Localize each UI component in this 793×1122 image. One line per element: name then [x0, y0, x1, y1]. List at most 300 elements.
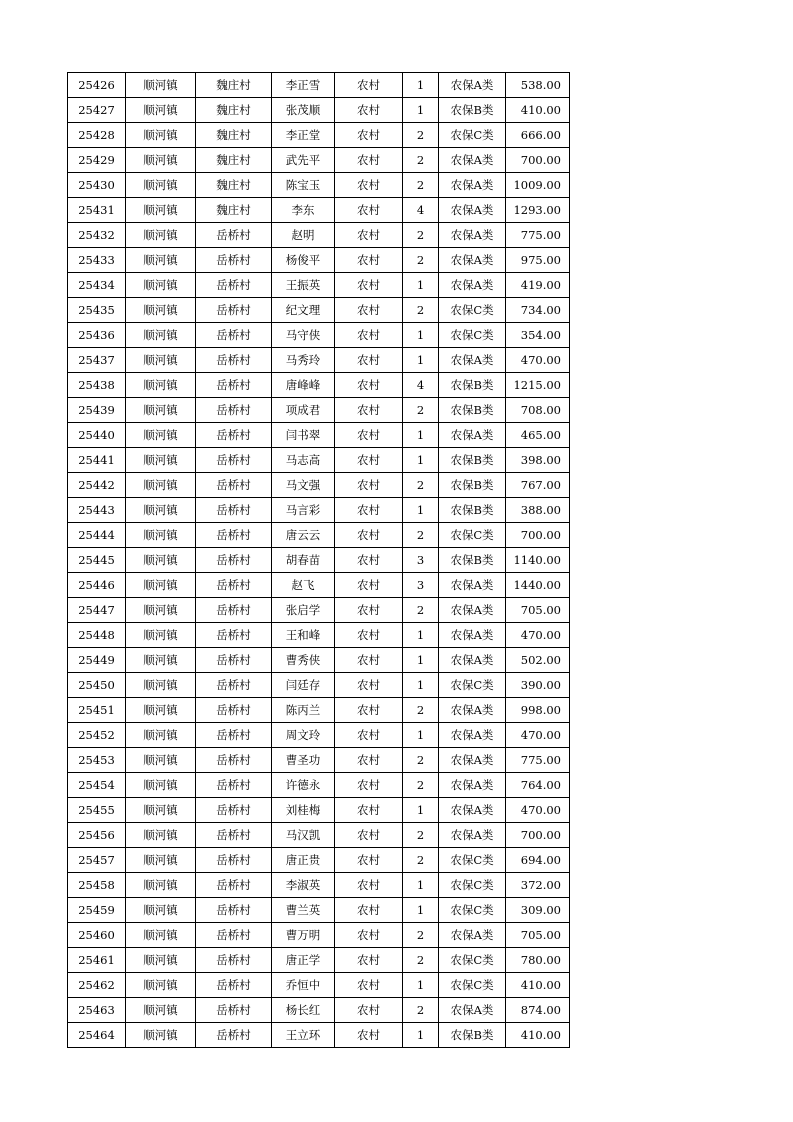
name-cell: 王立环	[272, 1023, 335, 1048]
village-cell: 岳桥村	[196, 248, 272, 273]
village-cell: 岳桥村	[196, 373, 272, 398]
record-id-cell: 25453	[68, 748, 126, 773]
town-cell: 顺河镇	[126, 348, 196, 373]
village-cell: 魏庄村	[196, 123, 272, 148]
record-id-cell: 25443	[68, 498, 126, 523]
household-type-cell: 农村	[335, 373, 403, 398]
table-row	[68, 98, 570, 123]
name-cell: 闫书翠	[272, 423, 335, 448]
amount-cell: 1009.00	[506, 173, 570, 198]
village-cell: 岳桥村	[196, 348, 272, 373]
amount-cell: 419.00	[506, 273, 570, 298]
household-type-cell: 农村	[335, 173, 403, 198]
name-cell: 曹秀侠	[272, 648, 335, 673]
person-count-cell: 1	[403, 348, 439, 373]
category-cell: 农保A类	[439, 73, 506, 98]
household-type-cell: 农村	[335, 473, 403, 498]
person-count-cell: 2	[403, 923, 439, 948]
category-cell: 农保A类	[439, 148, 506, 173]
record-id-cell: 25448	[68, 623, 126, 648]
household-type-cell: 农村	[335, 773, 403, 798]
name-cell: 唐峰峰	[272, 373, 335, 398]
roster-table	[67, 72, 570, 1048]
person-count-cell: 2	[403, 173, 439, 198]
table-row	[68, 648, 570, 673]
name-cell: 王振英	[272, 273, 335, 298]
amount-cell: 410.00	[506, 1023, 570, 1048]
name-cell: 纪文理	[272, 298, 335, 323]
category-cell: 农保C类	[439, 298, 506, 323]
record-id-cell: 25431	[68, 198, 126, 223]
person-count-cell: 1	[403, 623, 439, 648]
person-count-cell: 2	[403, 398, 439, 423]
household-type-cell: 农村	[335, 573, 403, 598]
person-count-cell: 2	[403, 748, 439, 773]
village-cell: 魏庄村	[196, 173, 272, 198]
village-cell: 岳桥村	[196, 923, 272, 948]
person-count-cell: 1	[403, 273, 439, 298]
household-type-cell: 农村	[335, 298, 403, 323]
town-cell: 顺河镇	[126, 523, 196, 548]
household-type-cell: 农村	[335, 898, 403, 923]
person-count-cell: 2	[403, 998, 439, 1023]
household-type-cell: 农村	[335, 923, 403, 948]
category-cell: 农保A类	[439, 698, 506, 723]
category-cell: 农保C类	[439, 523, 506, 548]
name-cell: 闫廷存	[272, 673, 335, 698]
category-cell: 农保C类	[439, 898, 506, 923]
household-type-cell: 农村	[335, 698, 403, 723]
category-cell: 农保A类	[439, 223, 506, 248]
table-row	[68, 448, 570, 473]
category-cell: 农保A类	[439, 598, 506, 623]
village-cell: 魏庄村	[196, 98, 272, 123]
town-cell: 顺河镇	[126, 323, 196, 348]
record-id-cell: 25462	[68, 973, 126, 998]
name-cell: 李正堂	[272, 123, 335, 148]
village-cell: 岳桥村	[196, 998, 272, 1023]
amount-cell: 705.00	[506, 923, 570, 948]
town-cell: 顺河镇	[126, 473, 196, 498]
town-cell: 顺河镇	[126, 948, 196, 973]
name-cell: 赵明	[272, 223, 335, 248]
amount-cell: 734.00	[506, 298, 570, 323]
household-type-cell: 农村	[335, 748, 403, 773]
category-cell: 农保B类	[439, 373, 506, 398]
table-row	[68, 798, 570, 823]
name-cell: 唐云云	[272, 523, 335, 548]
document-page	[67, 72, 570, 1048]
table-row	[68, 523, 570, 548]
person-count-cell: 1	[403, 648, 439, 673]
amount-cell: 1215.00	[506, 373, 570, 398]
household-type-cell: 农村	[335, 998, 403, 1023]
name-cell: 胡春苗	[272, 548, 335, 573]
record-id-cell: 25427	[68, 98, 126, 123]
town-cell: 顺河镇	[126, 1023, 196, 1048]
category-cell: 农保B类	[439, 1023, 506, 1048]
town-cell: 顺河镇	[126, 548, 196, 573]
town-cell: 顺河镇	[126, 998, 196, 1023]
village-cell: 岳桥村	[196, 723, 272, 748]
person-count-cell: 3	[403, 573, 439, 598]
record-id-cell: 25429	[68, 148, 126, 173]
table-row	[68, 323, 570, 348]
table-row	[68, 673, 570, 698]
amount-cell: 700.00	[506, 148, 570, 173]
record-id-cell: 25464	[68, 1023, 126, 1048]
village-cell: 岳桥村	[196, 573, 272, 598]
category-cell: 农保C类	[439, 873, 506, 898]
name-cell: 刘桂梅	[272, 798, 335, 823]
category-cell: 农保C类	[439, 123, 506, 148]
table-row	[68, 373, 570, 398]
town-cell: 顺河镇	[126, 848, 196, 873]
record-id-cell: 25458	[68, 873, 126, 898]
household-type-cell: 农村	[335, 198, 403, 223]
amount-cell: 1440.00	[506, 573, 570, 598]
name-cell: 马秀玲	[272, 348, 335, 373]
amount-cell: 1140.00	[506, 548, 570, 573]
person-count-cell: 1	[403, 498, 439, 523]
amount-cell: 874.00	[506, 998, 570, 1023]
town-cell: 顺河镇	[126, 148, 196, 173]
town-cell: 顺河镇	[126, 373, 196, 398]
town-cell: 顺河镇	[126, 248, 196, 273]
category-cell: 农保C类	[439, 673, 506, 698]
household-type-cell: 农村	[335, 723, 403, 748]
amount-cell: 410.00	[506, 98, 570, 123]
town-cell: 顺河镇	[126, 423, 196, 448]
category-cell: 农保A类	[439, 623, 506, 648]
village-cell: 岳桥村	[196, 948, 272, 973]
household-type-cell: 农村	[335, 448, 403, 473]
household-type-cell: 农村	[335, 223, 403, 248]
table-row	[68, 973, 570, 998]
category-cell: 农保A类	[439, 173, 506, 198]
record-id-cell: 25450	[68, 673, 126, 698]
name-cell: 马言彩	[272, 498, 335, 523]
person-count-cell: 1	[403, 723, 439, 748]
amount-cell: 470.00	[506, 623, 570, 648]
person-count-cell: 2	[403, 248, 439, 273]
village-cell: 岳桥村	[196, 223, 272, 248]
category-cell: 农保A类	[439, 998, 506, 1023]
household-type-cell: 农村	[335, 948, 403, 973]
town-cell: 顺河镇	[126, 573, 196, 598]
amount-cell: 470.00	[506, 798, 570, 823]
town-cell: 顺河镇	[126, 898, 196, 923]
village-cell: 岳桥村	[196, 623, 272, 648]
town-cell: 顺河镇	[126, 448, 196, 473]
village-cell: 岳桥村	[196, 823, 272, 848]
person-count-cell: 1	[403, 673, 439, 698]
record-id-cell: 25430	[68, 173, 126, 198]
record-id-cell: 25452	[68, 723, 126, 748]
town-cell: 顺河镇	[126, 798, 196, 823]
person-count-cell: 2	[403, 773, 439, 798]
amount-cell: 502.00	[506, 648, 570, 673]
category-cell: 农保B类	[439, 398, 506, 423]
record-id-cell: 25428	[68, 123, 126, 148]
record-id-cell: 25456	[68, 823, 126, 848]
amount-cell: 388.00	[506, 498, 570, 523]
town-cell: 顺河镇	[126, 123, 196, 148]
category-cell: 农保A类	[439, 923, 506, 948]
person-count-cell: 1	[403, 73, 439, 98]
person-count-cell: 3	[403, 548, 439, 573]
table-row	[68, 823, 570, 848]
household-type-cell: 农村	[335, 148, 403, 173]
town-cell: 顺河镇	[126, 673, 196, 698]
household-type-cell: 农村	[335, 848, 403, 873]
category-cell: 农保B类	[439, 473, 506, 498]
category-cell: 农保A类	[439, 823, 506, 848]
record-id-cell: 25442	[68, 473, 126, 498]
amount-cell: 470.00	[506, 348, 570, 373]
table-row	[68, 998, 570, 1023]
roster-body	[68, 73, 570, 1048]
record-id-cell: 25454	[68, 773, 126, 798]
table-row	[68, 873, 570, 898]
category-cell: 农保C类	[439, 973, 506, 998]
village-cell: 岳桥村	[196, 598, 272, 623]
person-count-cell: 1	[403, 98, 439, 123]
household-type-cell: 农村	[335, 798, 403, 823]
record-id-cell: 25455	[68, 798, 126, 823]
category-cell: 农保A类	[439, 248, 506, 273]
town-cell: 顺河镇	[126, 223, 196, 248]
category-cell: 农保A类	[439, 573, 506, 598]
household-type-cell: 农村	[335, 973, 403, 998]
category-cell: 农保A类	[439, 748, 506, 773]
household-type-cell: 农村	[335, 823, 403, 848]
household-type-cell: 农村	[335, 598, 403, 623]
name-cell: 乔恒中	[272, 973, 335, 998]
table-row	[68, 748, 570, 773]
record-id-cell: 25457	[68, 848, 126, 873]
amount-cell: 390.00	[506, 673, 570, 698]
village-cell: 魏庄村	[196, 148, 272, 173]
category-cell: 农保A类	[439, 198, 506, 223]
table-row	[68, 73, 570, 98]
town-cell: 顺河镇	[126, 723, 196, 748]
category-cell: 农保B类	[439, 548, 506, 573]
record-id-cell: 25463	[68, 998, 126, 1023]
name-cell: 马守侠	[272, 323, 335, 348]
town-cell: 顺河镇	[126, 623, 196, 648]
record-id-cell: 25437	[68, 348, 126, 373]
person-count-cell: 2	[403, 823, 439, 848]
person-count-cell: 2	[403, 148, 439, 173]
record-id-cell: 25441	[68, 448, 126, 473]
record-id-cell: 25432	[68, 223, 126, 248]
table-row	[68, 248, 570, 273]
village-cell: 岳桥村	[196, 648, 272, 673]
village-cell: 岳桥村	[196, 323, 272, 348]
household-type-cell: 农村	[335, 123, 403, 148]
town-cell: 顺河镇	[126, 298, 196, 323]
village-cell: 魏庄村	[196, 73, 272, 98]
category-cell: 农保A类	[439, 348, 506, 373]
household-type-cell: 农村	[335, 548, 403, 573]
person-count-cell: 2	[403, 948, 439, 973]
amount-cell: 410.00	[506, 973, 570, 998]
village-cell: 岳桥村	[196, 973, 272, 998]
household-type-cell: 农村	[335, 1023, 403, 1048]
town-cell: 顺河镇	[126, 498, 196, 523]
table-row	[68, 223, 570, 248]
amount-cell: 694.00	[506, 848, 570, 873]
table-row	[68, 273, 570, 298]
name-cell: 陈丙兰	[272, 698, 335, 723]
village-cell: 岳桥村	[196, 748, 272, 773]
person-count-cell: 2	[403, 223, 439, 248]
village-cell: 岳桥村	[196, 848, 272, 873]
person-count-cell: 1	[403, 423, 439, 448]
town-cell: 顺河镇	[126, 198, 196, 223]
amount-cell: 1293.00	[506, 198, 570, 223]
amount-cell: 354.00	[506, 323, 570, 348]
table-row	[68, 923, 570, 948]
person-count-cell: 1	[403, 1023, 439, 1048]
village-cell: 岳桥村	[196, 698, 272, 723]
person-count-cell: 4	[403, 373, 439, 398]
category-cell: 农保A类	[439, 273, 506, 298]
town-cell: 顺河镇	[126, 748, 196, 773]
category-cell: 农保A类	[439, 423, 506, 448]
category-cell: 农保C类	[439, 848, 506, 873]
table-row	[68, 723, 570, 748]
person-count-cell: 2	[403, 698, 439, 723]
town-cell: 顺河镇	[126, 973, 196, 998]
amount-cell: 775.00	[506, 223, 570, 248]
name-cell: 赵飞	[272, 573, 335, 598]
category-cell: 农保A类	[439, 798, 506, 823]
table-row	[68, 698, 570, 723]
person-count-cell: 1	[403, 898, 439, 923]
amount-cell: 775.00	[506, 748, 570, 773]
record-id-cell: 25460	[68, 923, 126, 948]
table-row	[68, 948, 570, 973]
table-row	[68, 473, 570, 498]
village-cell: 岳桥村	[196, 273, 272, 298]
household-type-cell: 农村	[335, 73, 403, 98]
household-type-cell: 农村	[335, 98, 403, 123]
person-count-cell: 4	[403, 198, 439, 223]
name-cell: 武先平	[272, 148, 335, 173]
amount-cell: 372.00	[506, 873, 570, 898]
household-type-cell: 农村	[335, 523, 403, 548]
category-cell: 农保A类	[439, 723, 506, 748]
household-type-cell: 农村	[335, 623, 403, 648]
table-row	[68, 348, 570, 373]
name-cell: 许德永	[272, 773, 335, 798]
town-cell: 顺河镇	[126, 648, 196, 673]
town-cell: 顺河镇	[126, 73, 196, 98]
person-count-cell: 1	[403, 798, 439, 823]
village-cell: 岳桥村	[196, 798, 272, 823]
name-cell: 唐正学	[272, 948, 335, 973]
record-id-cell: 25434	[68, 273, 126, 298]
amount-cell: 470.00	[506, 723, 570, 748]
village-cell: 岳桥村	[196, 398, 272, 423]
record-id-cell: 25451	[68, 698, 126, 723]
town-cell: 顺河镇	[126, 398, 196, 423]
village-cell: 岳桥村	[196, 523, 272, 548]
record-id-cell: 25436	[68, 323, 126, 348]
village-cell: 岳桥村	[196, 548, 272, 573]
household-type-cell: 农村	[335, 248, 403, 273]
town-cell: 顺河镇	[126, 773, 196, 798]
village-cell: 岳桥村	[196, 873, 272, 898]
category-cell: 农保B类	[439, 498, 506, 523]
village-cell: 岳桥村	[196, 1023, 272, 1048]
village-cell: 岳桥村	[196, 673, 272, 698]
name-cell: 曹圣功	[272, 748, 335, 773]
amount-cell: 465.00	[506, 423, 570, 448]
person-count-cell: 2	[403, 298, 439, 323]
town-cell: 顺河镇	[126, 923, 196, 948]
village-cell: 岳桥村	[196, 298, 272, 323]
name-cell: 周文玲	[272, 723, 335, 748]
village-cell: 岳桥村	[196, 898, 272, 923]
village-cell: 魏庄村	[196, 198, 272, 223]
name-cell: 杨长红	[272, 998, 335, 1023]
amount-cell: 998.00	[506, 698, 570, 723]
village-cell: 岳桥村	[196, 773, 272, 798]
table-row	[68, 773, 570, 798]
name-cell: 张茂顺	[272, 98, 335, 123]
amount-cell: 700.00	[506, 823, 570, 848]
town-cell: 顺河镇	[126, 173, 196, 198]
category-cell: 农保B类	[439, 98, 506, 123]
table-row	[68, 198, 570, 223]
name-cell: 马汉凯	[272, 823, 335, 848]
table-row	[68, 598, 570, 623]
table-row	[68, 898, 570, 923]
record-id-cell: 25459	[68, 898, 126, 923]
record-id-cell: 25449	[68, 648, 126, 673]
name-cell: 曹兰英	[272, 898, 335, 923]
household-type-cell: 农村	[335, 398, 403, 423]
table-row	[68, 148, 570, 173]
category-cell: 农保C类	[439, 323, 506, 348]
person-count-cell: 2	[403, 848, 439, 873]
name-cell: 曹万明	[272, 923, 335, 948]
person-count-cell: 1	[403, 873, 439, 898]
person-count-cell: 1	[403, 973, 439, 998]
table-row	[68, 298, 570, 323]
record-id-cell: 25461	[68, 948, 126, 973]
name-cell: 李正雪	[272, 73, 335, 98]
household-type-cell: 农村	[335, 273, 403, 298]
amount-cell: 705.00	[506, 598, 570, 623]
record-id-cell: 25447	[68, 598, 126, 623]
village-cell: 岳桥村	[196, 498, 272, 523]
household-type-cell: 农村	[335, 498, 403, 523]
name-cell: 马志高	[272, 448, 335, 473]
amount-cell: 309.00	[506, 898, 570, 923]
amount-cell: 538.00	[506, 73, 570, 98]
household-type-cell: 农村	[335, 673, 403, 698]
record-id-cell: 25439	[68, 398, 126, 423]
person-count-cell: 1	[403, 323, 439, 348]
name-cell: 李东	[272, 198, 335, 223]
person-count-cell: 1	[403, 448, 439, 473]
record-id-cell: 25444	[68, 523, 126, 548]
table-row	[68, 123, 570, 148]
